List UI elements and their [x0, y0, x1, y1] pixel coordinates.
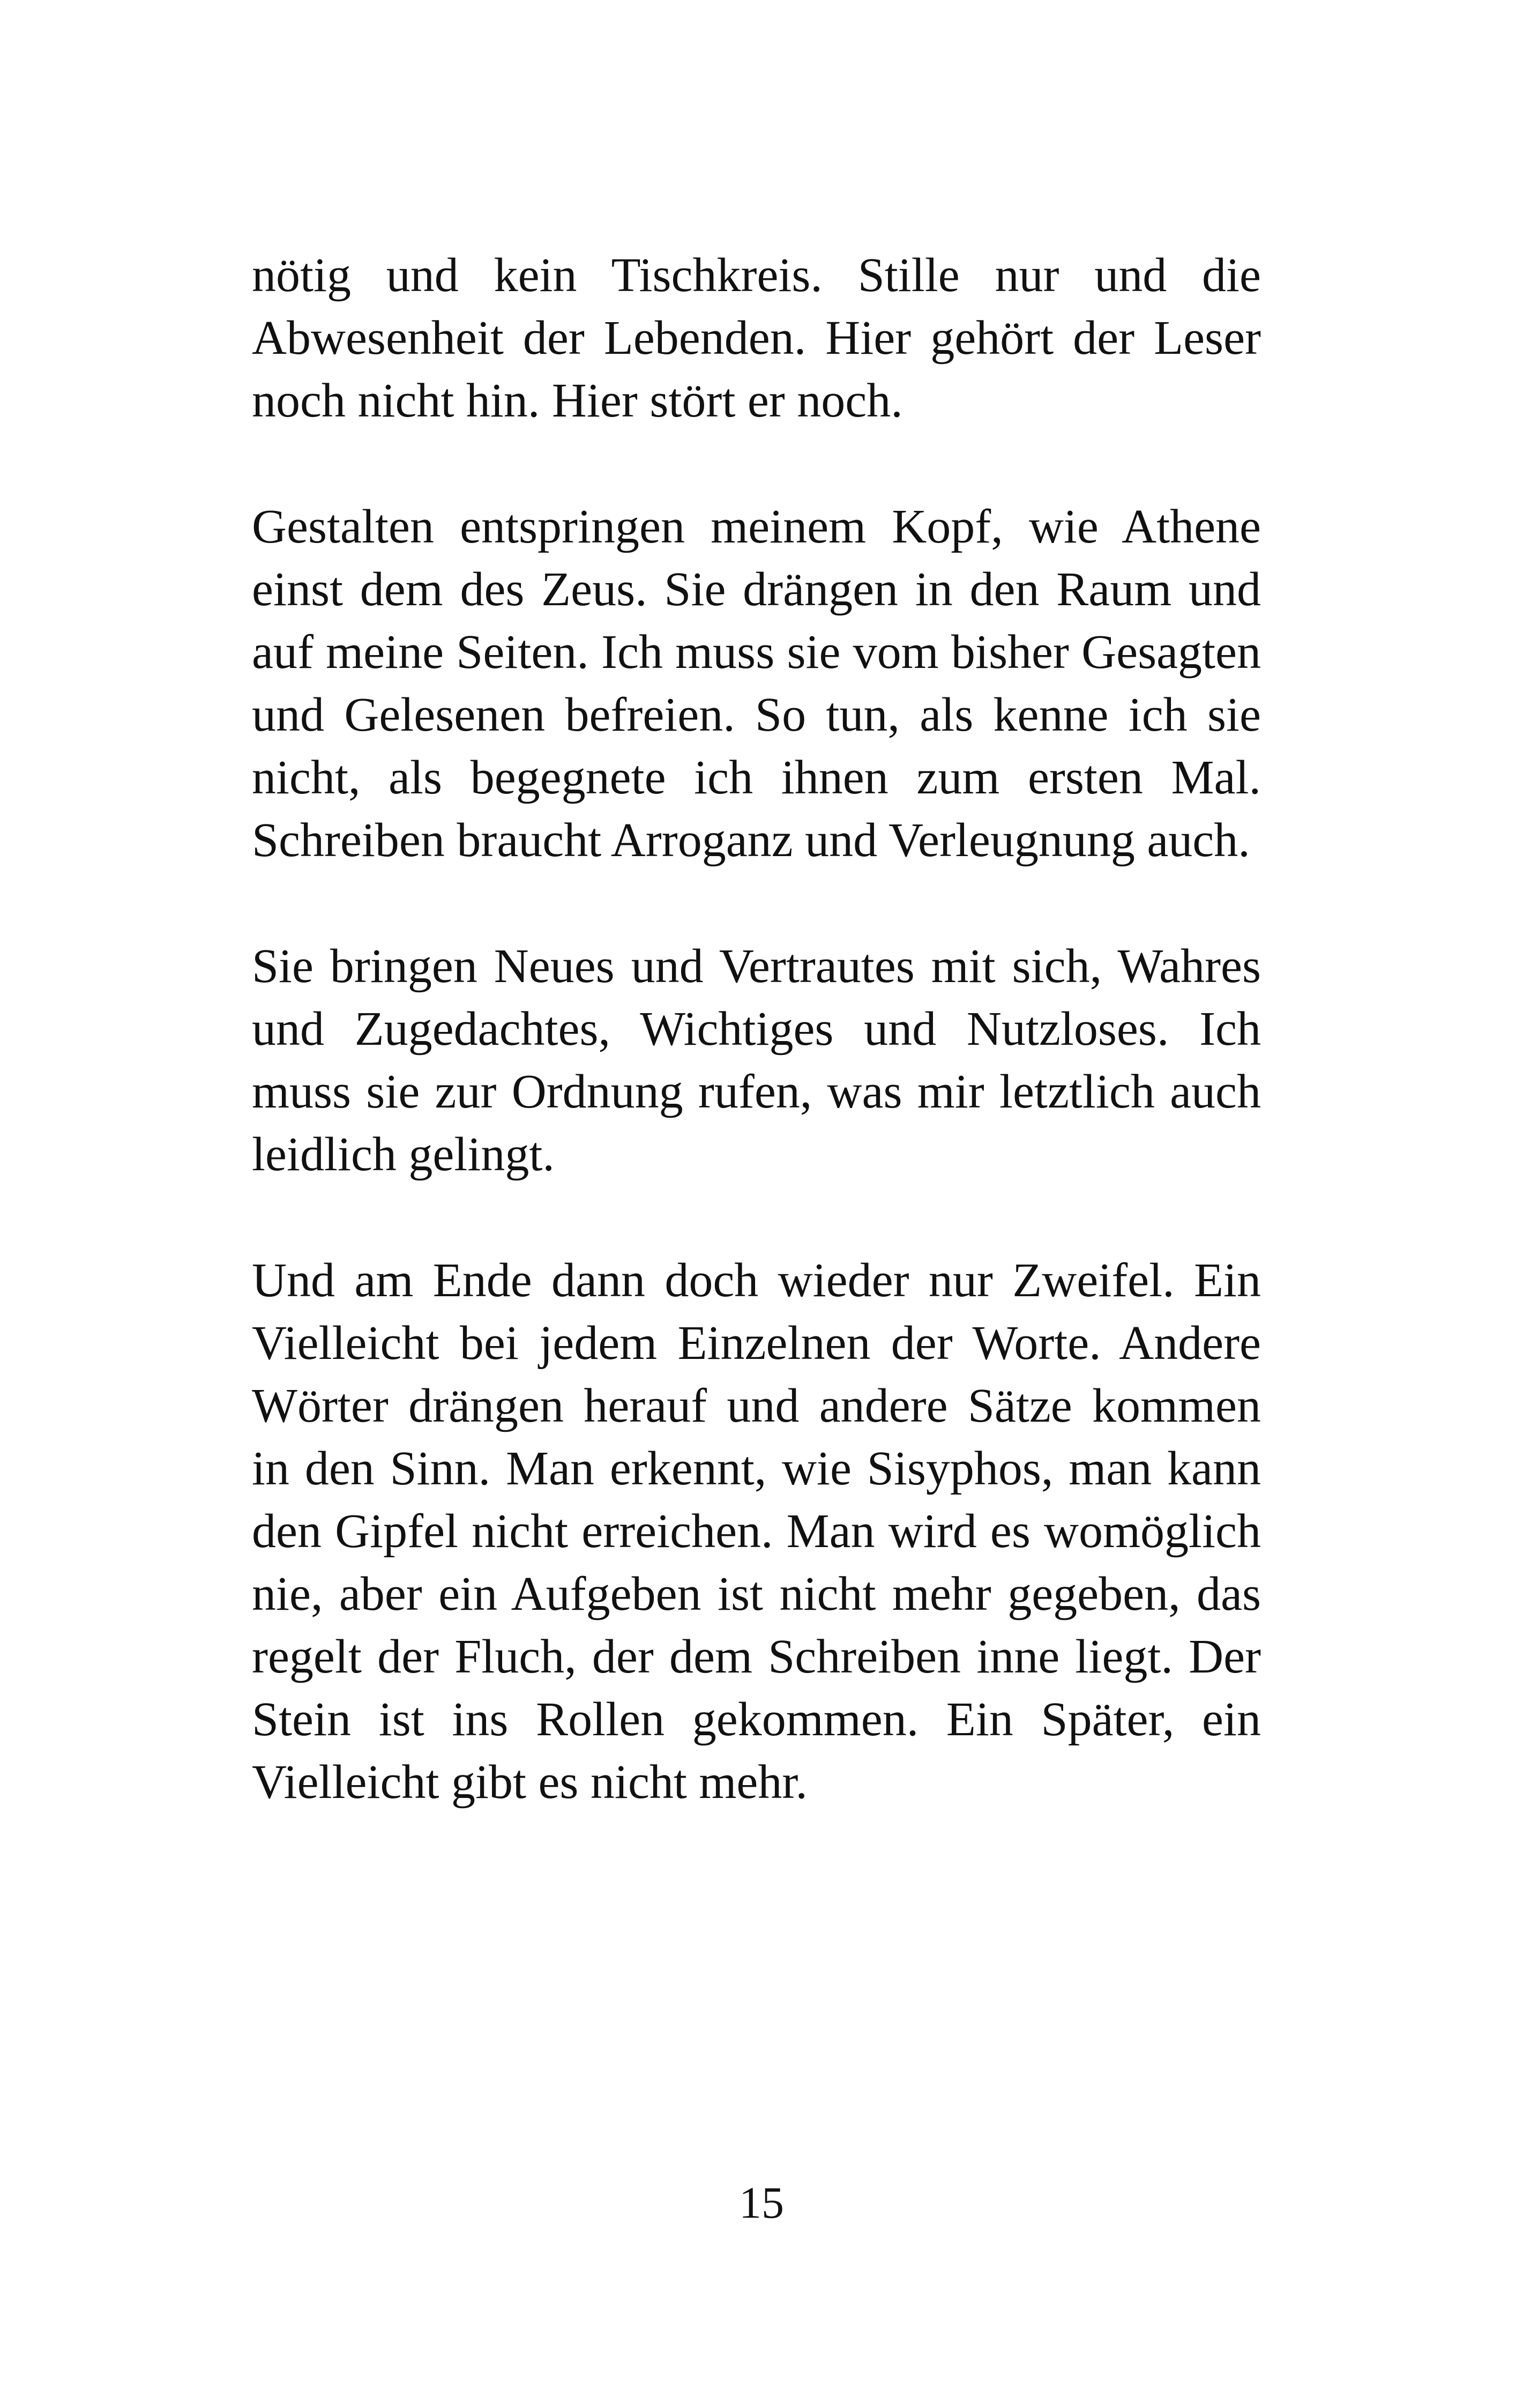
- page-body-text: [252, 244, 1261, 1877]
- paragraph-3: Sie bringen Neues und Vertrautes mit sich, Wahres und Zugedachtes, Wichtiges und Nutzloses. Ich muss sie zur Ordnung rufen, was mir letztlich auch leidlich gelingt.: [252, 940, 1261, 1181]
- paragraph-1: nötig und kein Tischkreis. Stille nur und die Abwesenheit der Lebenden. Hier gehört der Leser noch nicht hin. Hier stört er noch.: [252, 249, 1261, 427]
- paragraph-2: Gestalten entspringen meinem Kopf, wie Athene einst dem des Zeus. Sie drängen in den Raum und auf meine Seiten. Ich muss sie vom bisher Gesagten und Gelesenen befreien. So tun, als kenne ich sie nicht, als begegnete ich ihnen zum ersten Mal. Schreiben braucht Arroganz und Verleugnung auch.: [252, 500, 1261, 867]
- paragraph-4: Und am Ende dann doch wieder nur Zweifel. Ein Vielleicht bei jedem Einzelnen der Worte. Andere Wörter drängen herauf und andere Sätze kommen in den Sinn. Man erkennt, wie Sisyphos, man kann den Gipfel nicht erreichen. Man wird es womöglich nie, aber ein Aufgeben ist nicht mehr gegeben, das regelt der Fluch, der dem Schreiben inne liegt. Der Stein ist ins Rollen gekommen. Ein Später, ein Vielleicht gibt es nicht mehr.: [252, 1254, 1261, 1809]
- page-number: 15: [739, 2178, 784, 2228]
